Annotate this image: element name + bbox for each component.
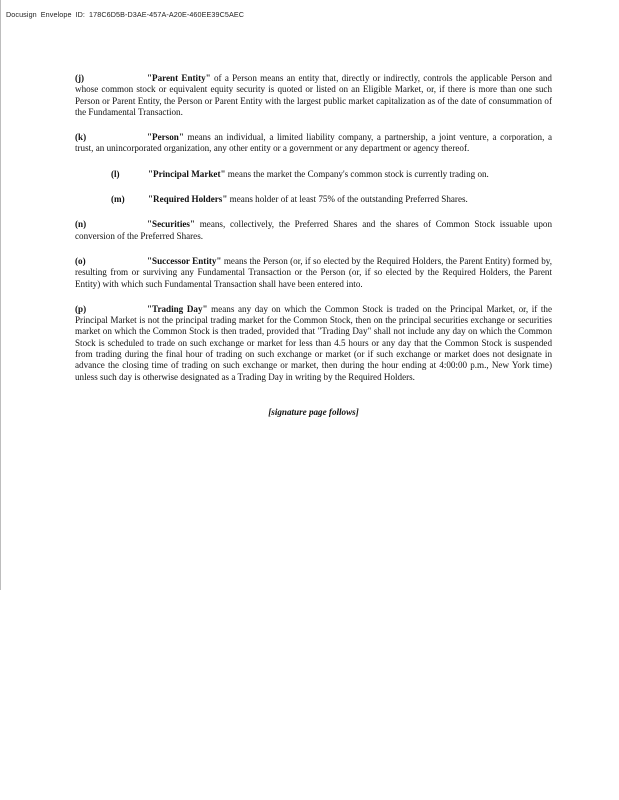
defined-term: "Trading Day" xyxy=(147,303,208,314)
defined-term: "Person" xyxy=(147,132,184,143)
defined-term: "Required Holders" xyxy=(148,194,228,205)
clause-letter: (m) xyxy=(111,194,125,205)
clause-m xyxy=(75,194,552,205)
defined-term: "Successor Entity" xyxy=(147,255,222,266)
clause-letter: (l) xyxy=(111,168,120,179)
clause-letter: (j) xyxy=(75,73,85,83)
clause-p xyxy=(75,304,552,383)
clause-n xyxy=(75,219,552,242)
envelope-label: Envelope xyxy=(40,10,72,19)
docusign-label: Docusign xyxy=(6,10,37,19)
clause-k xyxy=(75,132,552,155)
clause-text: means, collectively, the Preferred Shares and the shares of Common Stock issuable upon conversion of the Preferred Shares. xyxy=(75,219,552,241)
clause-o xyxy=(75,256,552,290)
id-label: ID: xyxy=(75,10,86,19)
signature-page-note: [signature page follows] xyxy=(268,406,359,417)
clause-letter: (o) xyxy=(75,255,86,266)
defined-term: "Parent Entity" xyxy=(147,73,211,83)
envelope-id: 178C6D5B-D3AE-457A-A20E-460EE39C5AEC xyxy=(89,10,245,19)
defined-term: "Securities" xyxy=(147,219,195,230)
clause-text: means holder of at least 75% of the outstanding Preferred Shares. xyxy=(227,194,468,205)
document-body xyxy=(75,73,552,417)
clause-letter: (p) xyxy=(75,303,87,314)
clause-l xyxy=(75,169,552,180)
clause-letter: (k) xyxy=(75,132,87,143)
defined-term: "Principal Market" xyxy=(148,168,226,179)
clause-j xyxy=(75,73,552,118)
page-edge xyxy=(0,0,1,590)
clause-text: means an individual, a limited liability company, a partnership, a joint venture, a corporation, a trust, an unincorporated organization, any other entity or a government or any department or agency thereof. xyxy=(75,132,552,154)
clause-text: means any day on which the Common Stock is traded on the Principal Market, or, if the Principal Market is not the principal trading market for the Common Stock, then on the principal securities exchange or securities market on which the Common Stock is then traded, provided that "Trading Day" shall not include any day on which the Common Stock is scheduled to trade on such exchange or market for less than 4.5 hours or any day that the Common Stock is suspended from trading during the final hour of trading on such exchange or market (or if such exchange or market does not designate in advance the closing time of trading on such exchange or market, then during the hour ending at 4:00:00 p.m., New York time) unless such day is otherwise designated as a Trading Day in writing by the Required Holders. xyxy=(75,303,552,382)
clause-text: of a Person means an entity that, directly or indirectly, controls the applicable Person and whose common stock or equivalent equity security is quoted or listed on an Eligible Market, or, if there is more than one such Person or Parent Entity, the Person or Parent Entity with the largest public market capitalization as of the date of consummation of the Fundamental Transaction. xyxy=(75,73,552,117)
docusign-envelope-header xyxy=(6,10,244,19)
clause-letter: (n) xyxy=(75,219,87,230)
clause-text: means the market the Company's common stock is currently trading on. xyxy=(225,168,489,179)
clause-text: means the Person (or, if so elected by the Required Holders, the Parent Entity) formed by, resulting from or surviving any Fundamental Transaction or the Person (or, if so elected by the Required Holders, the Parent Entity) with which such Fundamental Transaction shall have been entered into. xyxy=(75,255,552,289)
